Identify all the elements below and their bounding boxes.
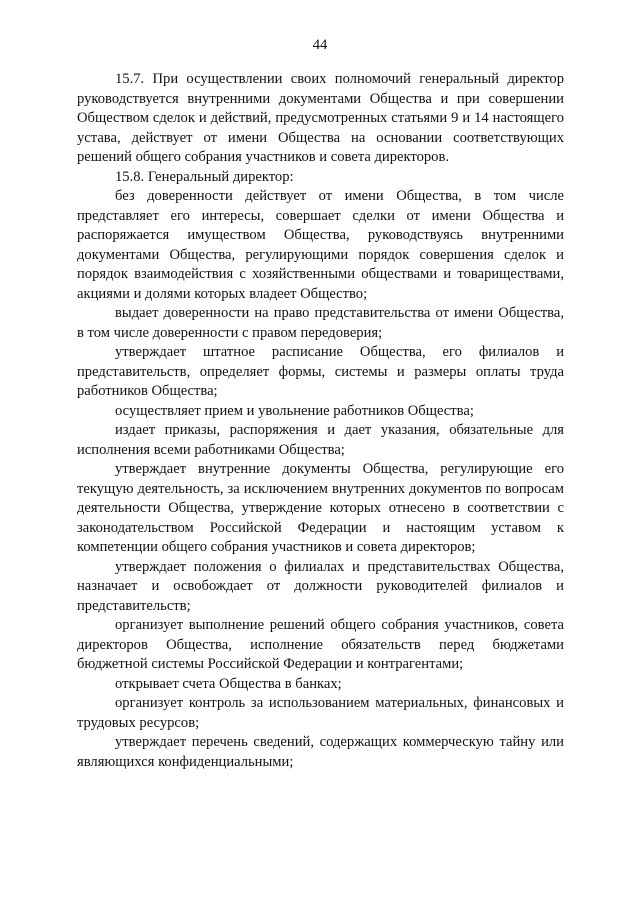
list-item-approves-branch-regulations: утверждает положения о филиалах и представительствах Общества, назначает и освобождает от должности руководителей филиалов и представительств; — [77, 558, 564, 614]
page-number: 44 — [312, 37, 328, 53]
list-item-hiring-and-dismissal: осуществляет прием и увольнение работников Общества; — [115, 402, 474, 419]
paragraph-15-8-heading: 15.8. Генеральный директор: — [115, 168, 294, 185]
list-item-issues-orders: издает приказы, распоряжения и дает указания, обязательные для исполнения всеми работниками Общества; — [77, 422, 564, 458]
list-item-organizes-resource-control: организует контроль за использованием материальных, финансовых и трудовых ресурсов; — [77, 695, 564, 731]
list-item-organizes-execution-of-decisions: организует выполнение решений общего собрания участников, совета директоров Общества, исполнение обязательств перед бюджетами бюджетной системы Российской Федерации и контрагентами; — [77, 617, 564, 672]
list-item-acts-without-power-of-attorney: без доверенности действует от имени Общества, в том числе представляет его интересы, совершает сделки от имени Общества и распоряжается имуществом Общества, руководствуясь внутренними документами Общества, регулирующими порядок совершения сделок и порядок взаимодействия с хозяйственными обществами и товариществами, акциями и долями которых владеет Общество; — [77, 188, 564, 302]
list-item-approves-confidential-info-list: утверждает перечень сведений, содержащих коммерческую тайну или являющихся конфиденциальными; — [77, 734, 564, 770]
list-item-opens-bank-accounts: открывает счета Общества в банках; — [115, 675, 342, 692]
paragraph-15-7: 15.7. При осуществлении своих полномочий генеральный директор руководствуется внутренними документами Общества и при совершении Обществом сделок и действий, предусмотренных статьями 9 и 14 настоящего устава, действует от имени Общества на основании соответствующих решений общего собрания участников и совета директоров. — [77, 71, 564, 165]
list-item-approves-internal-documents: утверждает внутренние документы Общества, регулирующие его текущую деятельность, за исключением внутренних документов по вопросам деятельности Общества, утверждение которых отнесено в соответствии с законодательством Российской Федерации и настоящим уставом к компетенции общего собрания участников и совета директоров; — [77, 461, 564, 555]
list-item-approves-staff-schedule: утверждает штатное расписание Общества, его филиалов и представительств, определяет формы, системы и размеры оплаты труда работников Общества; — [77, 344, 564, 399]
list-item-issues-powers-of-attorney: выдает доверенности на право представительства от имени Общества, в том числе доверенности с правом передоверия; — [77, 305, 564, 341]
document-body — [77, 70, 564, 772]
